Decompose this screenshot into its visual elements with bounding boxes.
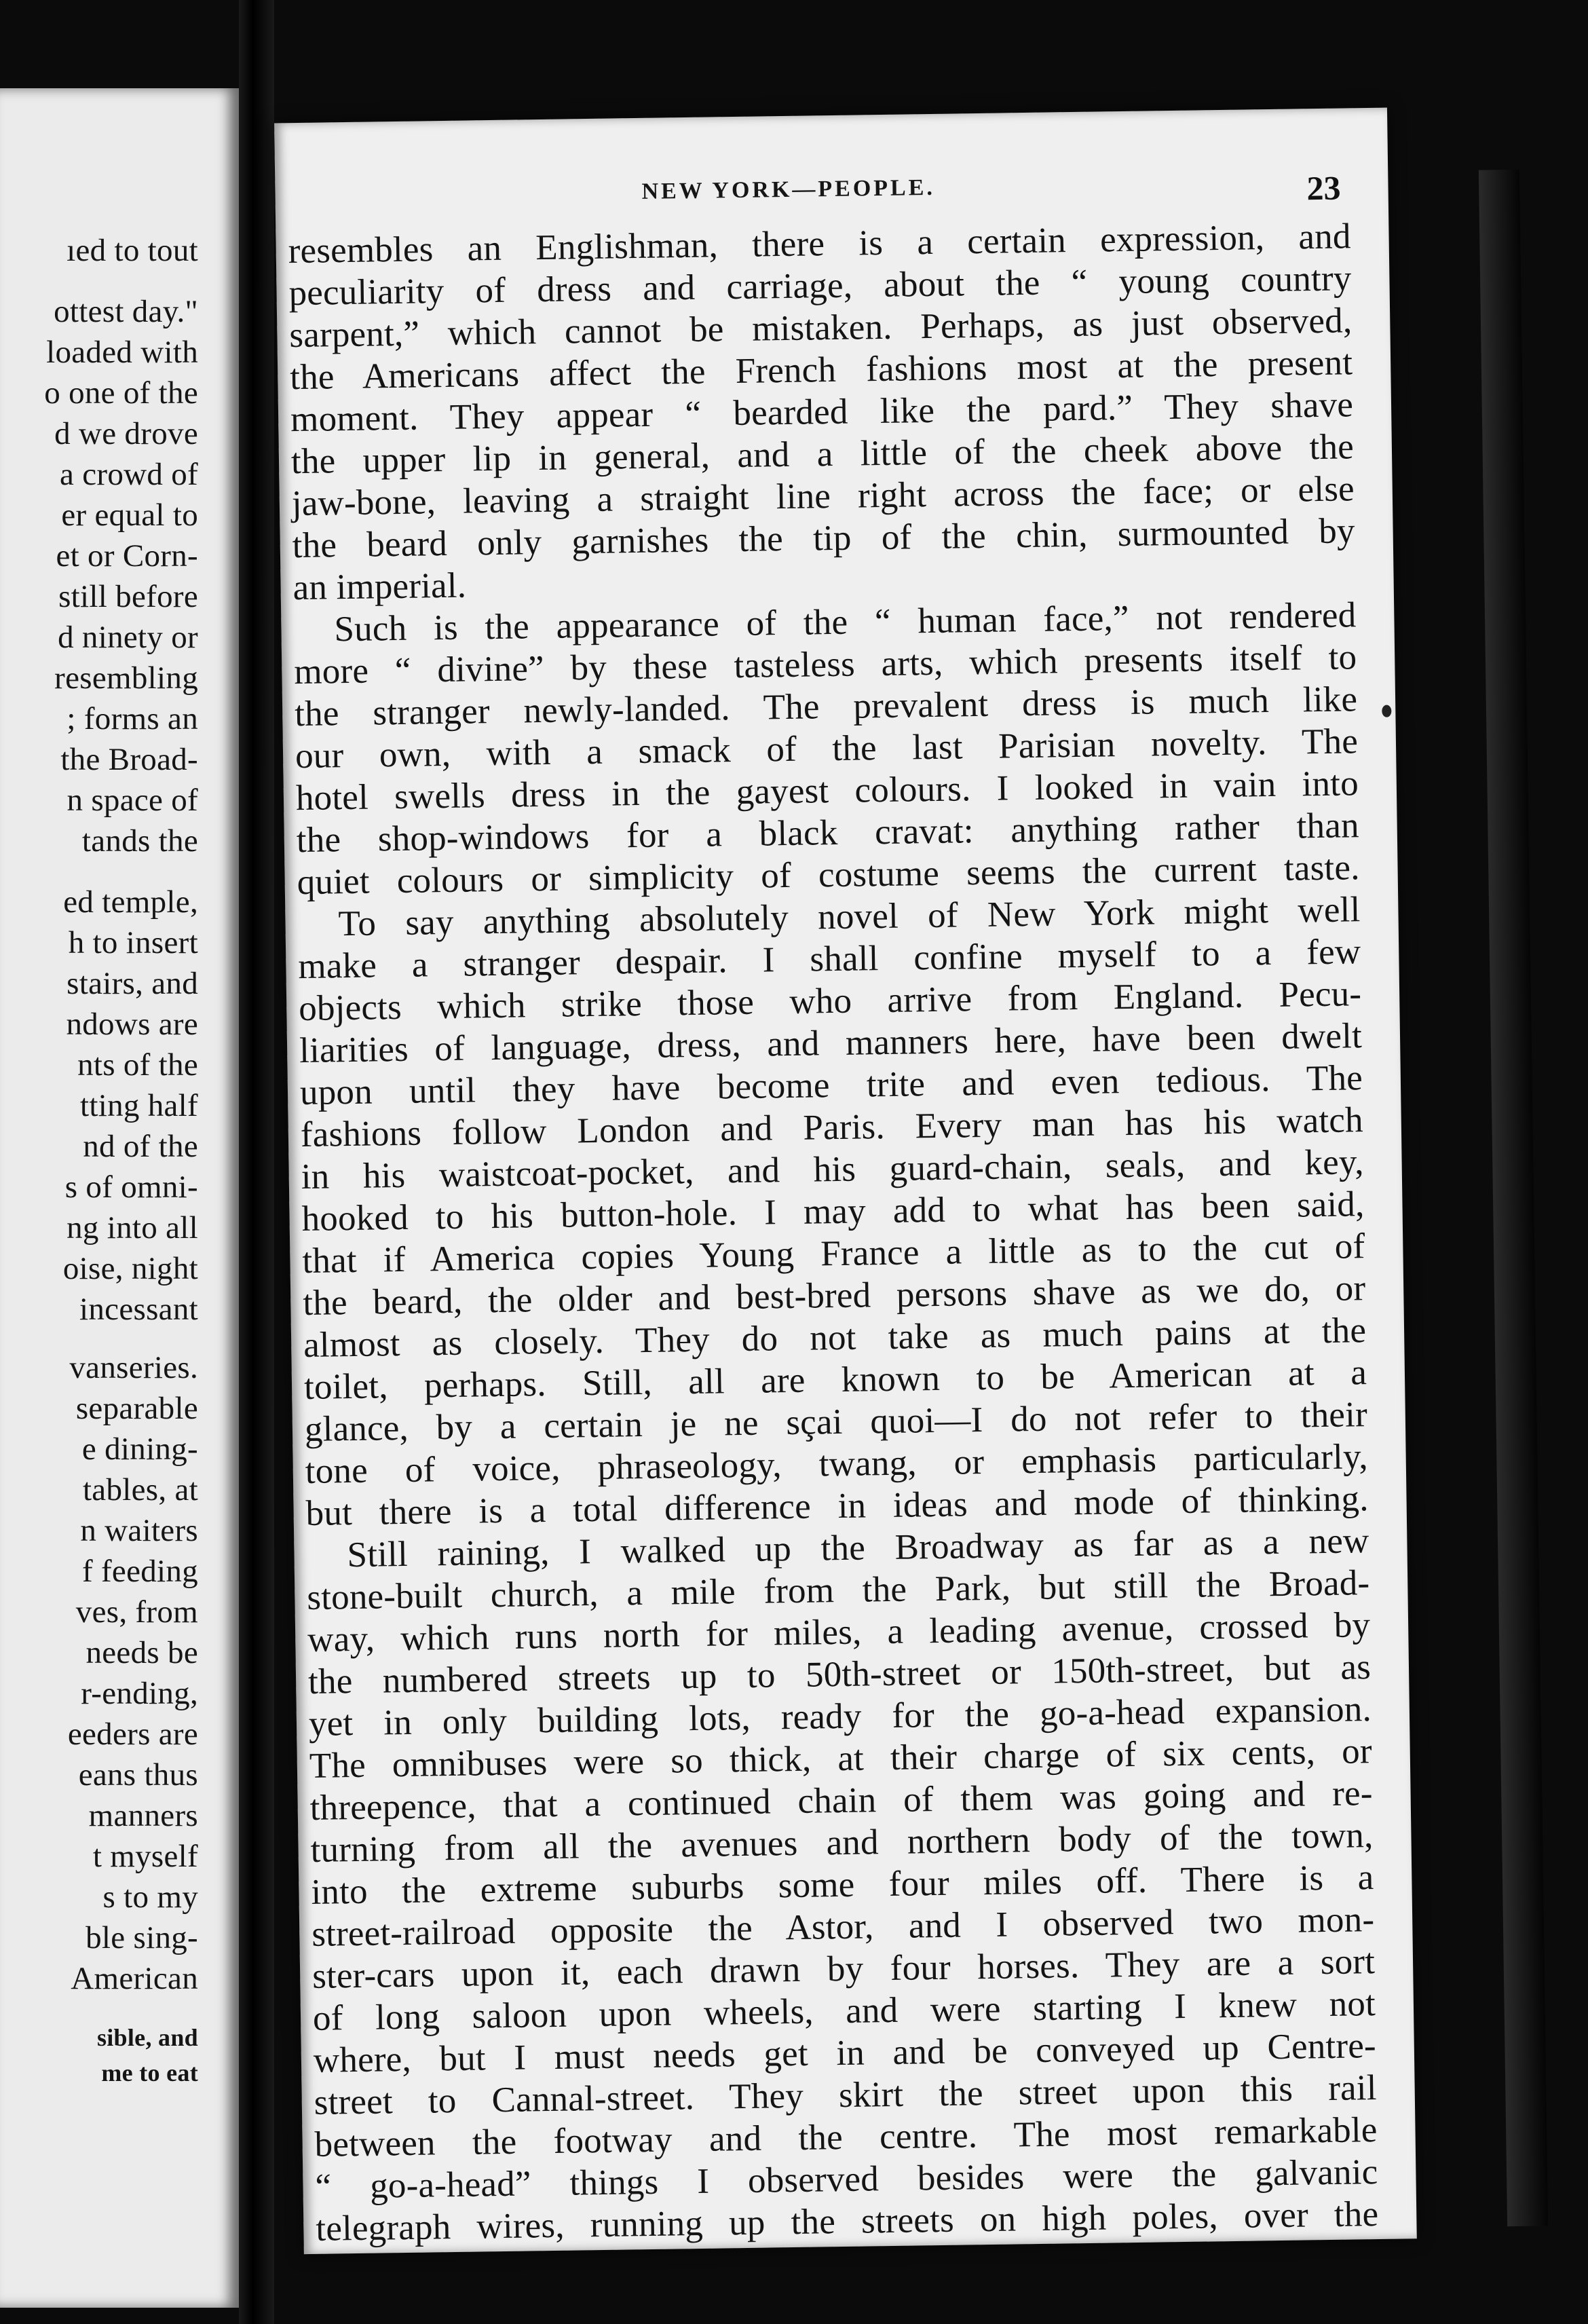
left-page-line: manners: [88, 1798, 198, 1833]
body-line: street-railroad opposite the Astor, and I observed two mon-: [311, 1900, 1375, 1954]
body-line: stone-built church, a mile from the Park, but still the Broad-: [307, 1563, 1370, 1617]
page-body-text: [288, 215, 1378, 2250]
left-page-line: eans thus: [78, 1757, 198, 1793]
body-line: the Americans affect the French fashions most at the present: [289, 343, 1353, 398]
body-line: the numbered streets up to 50th-street or 150th-street, but as: [307, 1647, 1372, 1702]
left-page-line: o one of the: [44, 375, 198, 411]
left-page-line: ng into all: [67, 1210, 198, 1245]
body-line: Such is the appearance of the “ human face,” not rendered: [334, 595, 1357, 650]
body-line: Still raining, I walked up the Broadway as far as a new: [347, 1521, 1369, 1575]
left-page-line: tables, at: [82, 1472, 198, 1507]
left-page-line: ble sing-: [86, 1920, 198, 1955]
body-line: the beard only garnishes the tip of the chin, surmounted by: [292, 511, 1356, 566]
body-line: jaw-bone, leaving a straight line right across the face; or else: [291, 469, 1355, 524]
body-line: quiet colours or simplicity of costume seems the current taste.: [297, 848, 1360, 903]
body-line: objects which strike those who arrive from England. Pecu-: [298, 974, 1362, 1029]
left-page-line: n space of: [67, 783, 198, 818]
body-line: ster-cars upon it, each drawn by four horses. They are a sort: [311, 1942, 1376, 1996]
body-line: almost as closely. They do not take as much pains at the: [303, 1311, 1367, 1366]
left-page-line: tands the: [81, 823, 198, 859]
body-line: between the footway and the centre. The most remarkable: [314, 2110, 1378, 2164]
body-line: in his waistcoat-pocket, and his guard-chain, seals, and key,: [301, 1142, 1365, 1197]
body-line: To say anything absolutely novel of New York might well: [338, 890, 1361, 944]
left-page-line: d ninety or: [58, 620, 198, 655]
left-page-line: e dining-: [81, 1431, 198, 1467]
body-line: into the extreme suburbs some four miles off. There is a: [311, 1858, 1374, 1912]
left-page-line: ndows are: [66, 1007, 198, 1042]
body-line: street to Cannal-street. They skirt the street upon this rail: [314, 2068, 1378, 2122]
body-line: the shop-windows for a black cravat: anything rather than: [296, 806, 1360, 861]
left-page-line: r-ending,: [81, 1676, 198, 1711]
left-page-line: er equal to: [61, 498, 198, 533]
left-page-line: American: [71, 1961, 198, 1996]
body-line: where, but I must needs get in and be conveyed up Centre-: [313, 2026, 1377, 2080]
left-page-line: vanseries.: [69, 1350, 198, 1385]
body-line: our own, with a smack of the last Parisian novelty. The: [295, 721, 1359, 776]
left-page-line: incessant: [79, 1292, 198, 1327]
left-page-line: me to eat: [101, 2059, 198, 2086]
left-page-line: ves, from: [75, 1594, 198, 1630]
body-line: sarpent,” which cannot be mistaken. Perhaps, as just observed,: [289, 301, 1353, 356]
body-line: tone of voice, phraseology, twang, or emphasis particularly,: [305, 1437, 1369, 1492]
left-page-line: separable: [75, 1391, 198, 1426]
page-number: 23: [1306, 168, 1341, 208]
left-page-line: a crowd of: [60, 457, 198, 492]
page-stack-edge: [1479, 170, 1548, 2227]
left-page-line: t myself: [92, 1839, 198, 1874]
running-head: NEW YORK—PEOPLE.: [641, 174, 936, 204]
body-line: the stranger newly-landed. The prevalent dress is much like: [294, 679, 1358, 734]
body-line: of long saloon upon wheels, and were starting I knew not: [312, 1984, 1376, 2038]
body-line: make a stranger despair. I shall confine myself to a few: [298, 932, 1361, 987]
body-line: liarities of language, dress, and manners here, have been dwelt: [299, 1016, 1363, 1071]
left-page-line: nd of the: [83, 1129, 198, 1164]
body-line: glance, by a certain je ne sçai quoi—I do not refer to their: [304, 1395, 1368, 1450]
left-page-line: needs be: [86, 1635, 198, 1670]
left-page-line: s to my: [102, 1879, 198, 1915]
left-page-line: oise, night: [62, 1251, 198, 1286]
left-page-line: loaded with: [46, 335, 198, 370]
body-line: hooked to his button-hole. I may add to what has been said,: [301, 1184, 1365, 1239]
body-line: fashions follow London and Paris. Every man has his watch: [300, 1100, 1364, 1155]
left-page-line: stairs, and: [67, 966, 198, 1001]
left-page-text: [0, 231, 198, 2091]
left-page-line: ; forms an: [67, 701, 198, 736]
left-page-line: f feeding: [81, 1554, 198, 1589]
left-page-line: et or Corn-: [56, 538, 198, 574]
body-line: upon until they have become trite and even tedious. The: [299, 1058, 1363, 1113]
left-page-line: sible, and: [96, 2024, 198, 2051]
left-page-line: still before: [58, 579, 198, 614]
body-line: hotel swells dress in the gayest colours. I looked in vain into: [295, 764, 1359, 819]
right-page: [274, 108, 1417, 2255]
left-page-line: ottest day.": [54, 294, 198, 329]
body-line: telegraph wires, running up the streets on high poles, over the: [315, 2194, 1379, 2249]
body-line: peculiarity of dress and carriage, about the “ young country: [288, 259, 1352, 314]
left-page-line: tting half: [80, 1088, 198, 1123]
left-page-line: the Broad-: [60, 742, 198, 777]
left-page-line: nts of the: [77, 1047, 198, 1083]
body-line: an imperial.: [292, 565, 467, 608]
left-page-line: d we drove: [54, 416, 198, 451]
body-line: threepence, that a continued chain of them was going and re-: [309, 1774, 1373, 1828]
body-line: the beard, the older and best-bred persons shave as we do, or: [302, 1269, 1366, 1324]
left-page-line: resembling: [54, 660, 198, 696]
body-line: but there is a total difference in ideas and mode of thinking.: [305, 1479, 1369, 1533]
left-page-line: ed temple,: [63, 884, 198, 920]
ink-speck: [1382, 705, 1391, 717]
body-line: way, which runs north for miles, a leading avenue, crossed by: [307, 1605, 1371, 1660]
body-line: more “ divine” by these tasteless arts, which presents itself to: [293, 637, 1357, 692]
body-line: resembles an Englishman, there is a certain expression, and: [288, 217, 1351, 271]
body-line: toilet, perhaps. Still, all are known to be American at a: [303, 1353, 1367, 1408]
left-page-line: ıed to tout: [67, 233, 198, 268]
left-page-fragment: [0, 88, 239, 2308]
body-line: The omnibuses were so thick, at their charge of six cents, or: [309, 1731, 1373, 1786]
left-page-line: eeders are: [67, 1717, 198, 1752]
body-line: the upper lip in general, and a little of the cheek above the: [290, 427, 1355, 482]
body-line: turning from all the avenues and northern body of the town,: [310, 1816, 1374, 1870]
body-line: moment. They appear “ bearded like the pard.” They shave: [290, 385, 1354, 440]
body-line: yet in only building lots, ready for the go-a-head expansion.: [308, 1689, 1372, 1744]
body-line: “ go-a-head” things I observed besides were the galvanic: [315, 2152, 1378, 2207]
book-gutter: [239, 0, 274, 2324]
left-page-line: s of omni-: [64, 1169, 198, 1205]
left-page-line: n waiters: [80, 1513, 198, 1548]
left-page-line: h to insert: [68, 925, 198, 960]
body-line: that if America copies Young France a little as to the cut of: [302, 1226, 1365, 1281]
